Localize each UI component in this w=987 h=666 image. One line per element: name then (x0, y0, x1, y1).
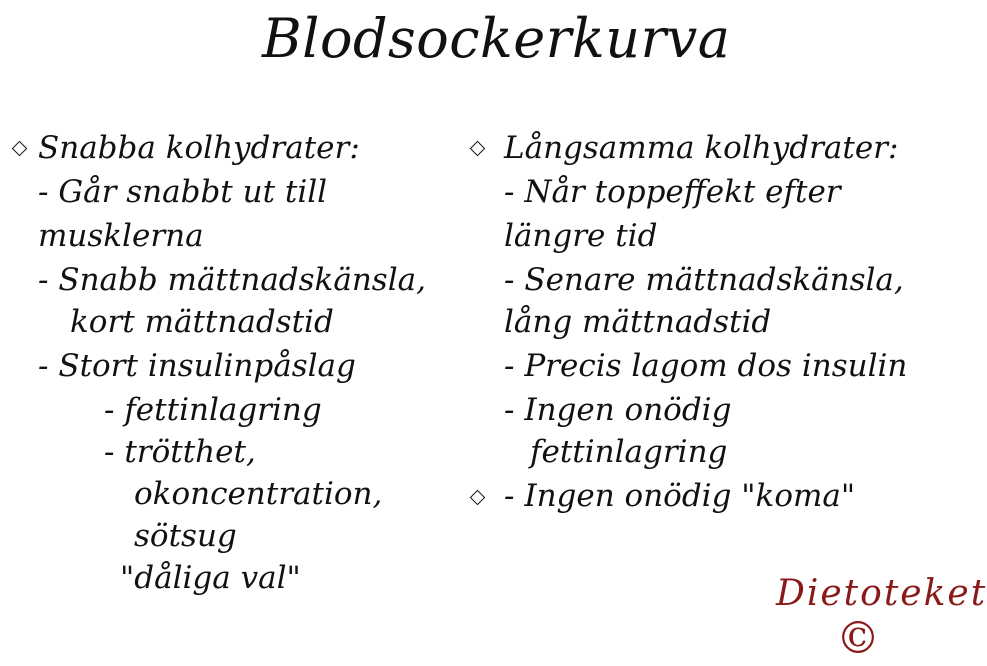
left-line: - Snabb mättnadskänsla, (38, 262, 426, 298)
page-title: Blodsockerkurva (262, 7, 731, 70)
bullet-icon (470, 490, 486, 506)
right-line: - Ingen onödig "koma" (504, 478, 856, 514)
left-heading: Snabba kolhydrater: (38, 130, 360, 166)
left-line: kort mättnadstid (70, 304, 334, 340)
bullet-icon (470, 141, 486, 157)
copyright-icon: © (836, 613, 880, 664)
left-line: - Går snabbt ut till (38, 174, 328, 210)
right-line: fettinlagring (530, 434, 728, 470)
right-line: lång mättnadstid (504, 304, 772, 340)
right-line: längre tid (504, 218, 658, 254)
left-line: - Stort insulinpåslag (38, 348, 356, 384)
left-line: musklerna (38, 218, 204, 254)
right-line: - Senare mättnadskänsla, (504, 262, 904, 298)
left-line: sötsug (134, 518, 237, 554)
right-line: - Ingen onödig (504, 392, 732, 428)
right-heading: Långsamma kolhydrater: (504, 130, 899, 166)
bullet-icon (12, 141, 28, 157)
left-line: okoncentration, (134, 476, 383, 512)
left-line: - fettinlagring (104, 392, 322, 428)
left-line: - trötthet, (104, 434, 256, 470)
right-line: - Precis lagom dos insulin (504, 348, 908, 384)
left-line: "dåliga val" (120, 560, 301, 596)
dietoteket-logo: Dietoteket (776, 573, 987, 614)
right-line: - Når toppeffekt efter (504, 174, 841, 210)
